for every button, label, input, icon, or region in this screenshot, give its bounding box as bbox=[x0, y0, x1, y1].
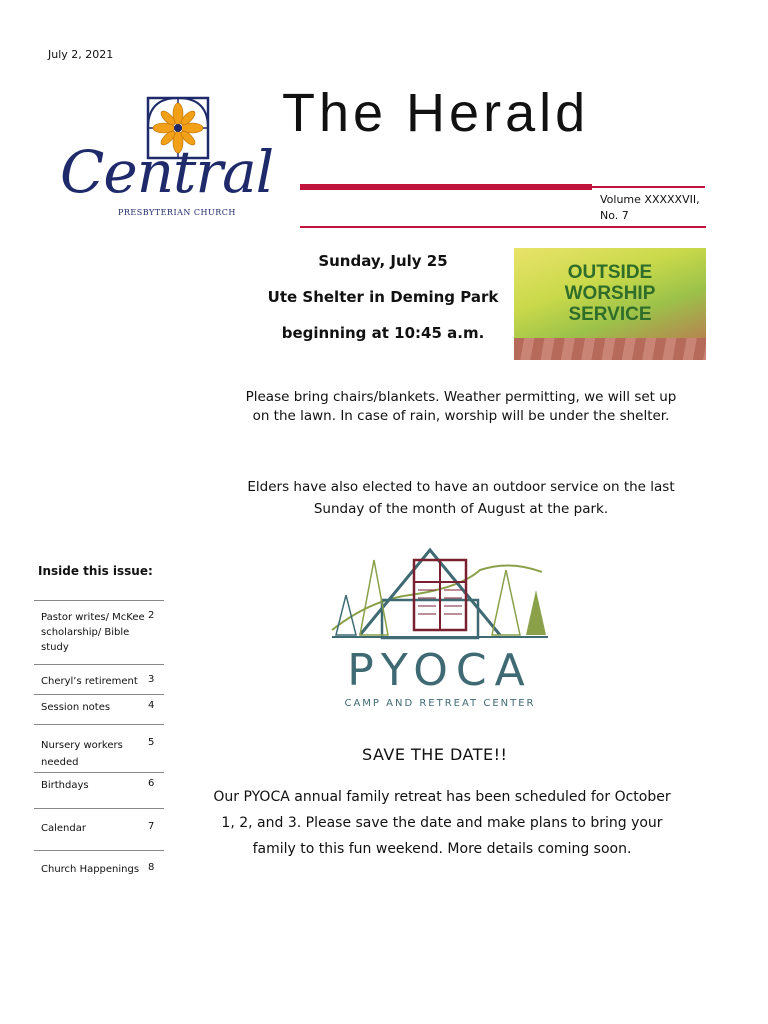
pyoca-name: PYOCA bbox=[347, 645, 533, 696]
header-rule-thick bbox=[300, 184, 592, 190]
save-the-date-heading: SAVE THE DATE!! bbox=[362, 745, 508, 764]
toc-page: 6 bbox=[148, 778, 155, 789]
toc-item: Birthdays bbox=[41, 780, 89, 791]
issue-number: No. 7 bbox=[600, 209, 629, 222]
pyoca-logo bbox=[330, 540, 552, 712]
toc-page: 4 bbox=[148, 700, 155, 711]
logo-subtitle: PRESBYTERIAN CHURCH bbox=[118, 208, 236, 217]
toc-page: 8 bbox=[148, 862, 155, 873]
header-rule-thin bbox=[592, 186, 705, 188]
august-service-note: Elders have also elected to have an outdoor service on the last Sunday of the month of August at the park. bbox=[247, 479, 675, 517]
toc-title: Inside this issue: bbox=[38, 564, 153, 578]
toc-divider bbox=[34, 694, 164, 695]
volume-info bbox=[600, 192, 700, 224]
toc-divider bbox=[34, 772, 164, 773]
pyoca-subtitle: CAMP AND RETREAT CENTER bbox=[344, 698, 536, 709]
banner-line: OUTSIDE bbox=[567, 262, 653, 283]
event-date: Sunday, July 25 bbox=[318, 252, 448, 270]
header-rule-bottom bbox=[300, 226, 706, 228]
volume-label: Volume XXXXXVII, bbox=[600, 193, 700, 206]
toc-divider bbox=[34, 724, 164, 725]
toc-divider bbox=[34, 808, 164, 809]
issue-date: July 2, 2021 bbox=[48, 48, 114, 61]
newsletter-title: The Herald bbox=[282, 83, 590, 143]
toc-item: Church Happenings bbox=[41, 864, 140, 875]
pyoca-landscape-icon bbox=[332, 550, 548, 638]
toc-page: 2 bbox=[148, 610, 155, 621]
logo-wordmark: Central bbox=[60, 138, 274, 206]
retreat-announcement: Our PYOCA annual family retreat has been scheduled for October 1, 2, and 3. Please save the date and make plans to bring your family to this fun weekend. More details coming soon. bbox=[213, 789, 671, 857]
toc-item: Cheryl’s retirement bbox=[41, 676, 138, 687]
toc-item: Pastor writes/ McKee scholarship/ Bible study bbox=[41, 612, 145, 653]
toc-item: Nursery workers needed bbox=[41, 740, 123, 768]
toc-item: Session notes bbox=[41, 702, 111, 713]
worship-details: Please bring chairs/blankets. Weather permitting, we will set up on the lawn. In case of rain, worship will be under the shelter. bbox=[245, 389, 677, 424]
banner-line: WORSHIP bbox=[564, 283, 656, 304]
toc-page: 5 bbox=[148, 737, 155, 748]
event-time: beginning at 10:45 a.m. bbox=[281, 324, 485, 342]
toc-divider bbox=[34, 850, 164, 851]
toc-divider bbox=[34, 600, 164, 601]
event-location: Ute Shelter in Deming Park bbox=[267, 288, 499, 306]
banner-text bbox=[514, 262, 706, 325]
banner-line: SERVICE bbox=[568, 304, 652, 325]
banner-wood-decoration bbox=[514, 338, 706, 360]
outside-worship-banner bbox=[514, 248, 706, 360]
toc-divider bbox=[34, 664, 164, 665]
toc-page: 3 bbox=[148, 674, 155, 685]
toc-item: Calendar bbox=[41, 823, 86, 834]
toc-page: 7 bbox=[148, 821, 155, 832]
